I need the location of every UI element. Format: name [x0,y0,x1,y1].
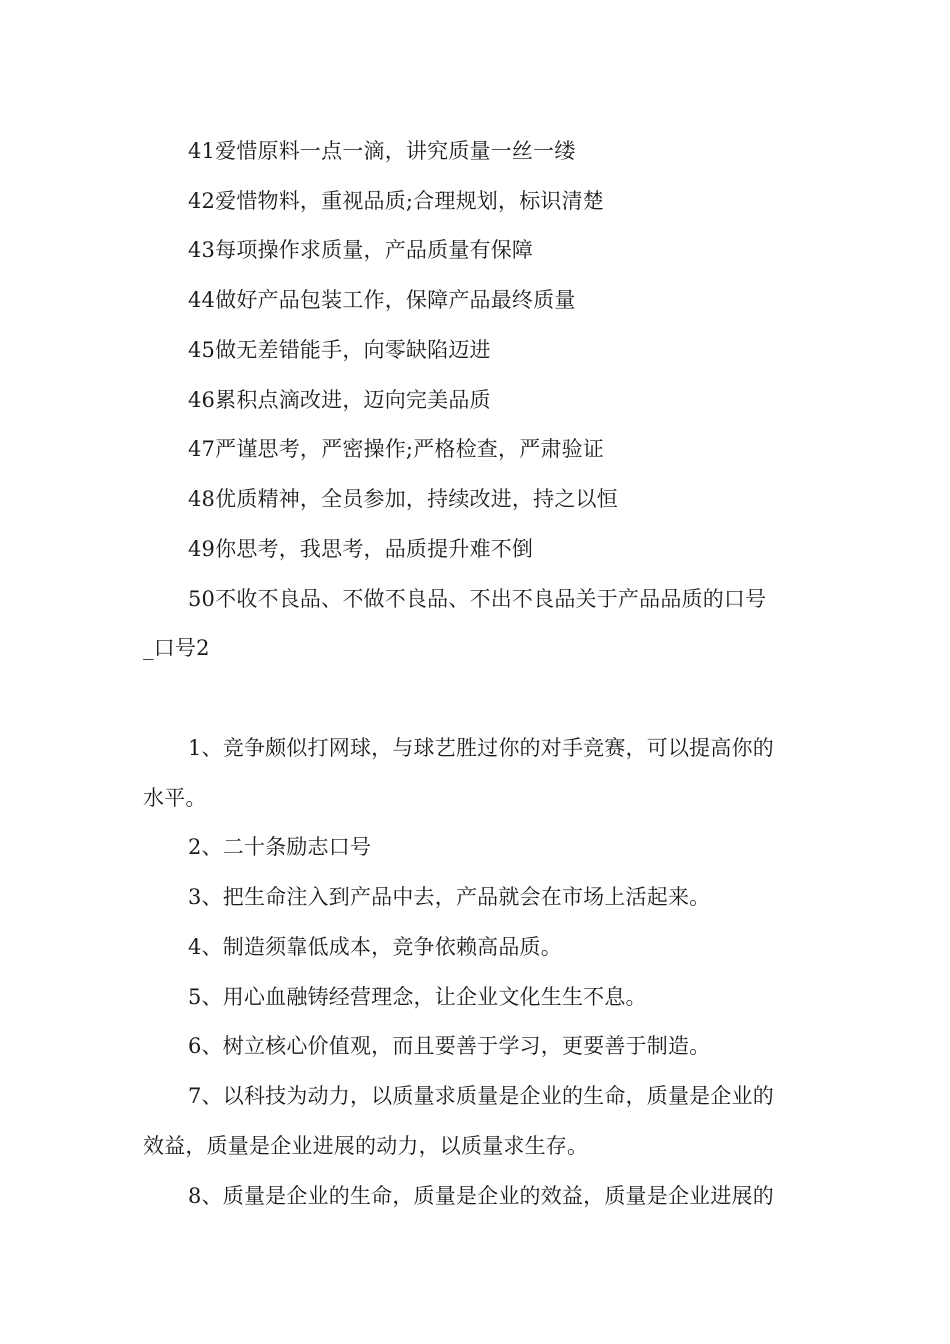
paragraph-43: 43每项操作求质量，产品质量有保障 [188,238,534,262]
item-2: 2、二十条励志口号 [188,835,372,859]
item-5: 5、用心血融铸经营理念，让企业文化生生不息。 [188,985,647,1009]
paragraph-50-line-1: 50不收不良品、不做不良品、不出不良品关于产品品质的口号 [188,587,767,611]
paragraph-50-line-2: _口号2 [143,636,210,660]
paragraph-41: 41爱惜原料一点一滴，讲究质量一丝一缕 [188,139,576,163]
item-4: 4、制造须靠低成本，竞争依赖高品质。 [188,935,562,959]
item-1-line-2: 水平。 [143,786,207,810]
paragraph-46: 46累积点滴改进，迈向完美品质 [188,388,491,412]
item-7-line-2: 效益，质量是企业进展的动力，以质量求生存。 [143,1134,589,1158]
item-6: 6、树立核心价值观，而且要善于学习，更要善于制造。 [188,1034,711,1058]
paragraph-49: 49你思考，我思考，品质提升难不倒 [188,537,534,561]
item-7-line-1: 7、以科技为动力，以质量求质量是企业的生命，质量是企业的 [188,1084,774,1108]
paragraph-48: 48优质精神，全员参加，持续改进，持之以恒 [188,487,618,511]
paragraph-45: 45做无差错能手，向零缺陷迈进 [188,338,491,362]
paragraph-47: 47严谨思考，严密操作;严格检查，严肃验证 [188,437,604,461]
item-1-line-1: 1、竞争颇似打网球，与球艺胜过你的对手竞赛，可以提高你的 [188,736,774,760]
paragraph-42: 42爱惜物料，重视品质;合理规划，标识清楚 [188,189,604,213]
item-3: 3、把生命注入到产品中去，产品就会在市场上活起来。 [188,885,711,909]
item-8-line-1: 8、质量是企业的生命，质量是企业的效益，质量是企业进展的 [188,1184,774,1208]
paragraph-44: 44做好产品包装工作，保障产品最终质量 [188,288,576,312]
